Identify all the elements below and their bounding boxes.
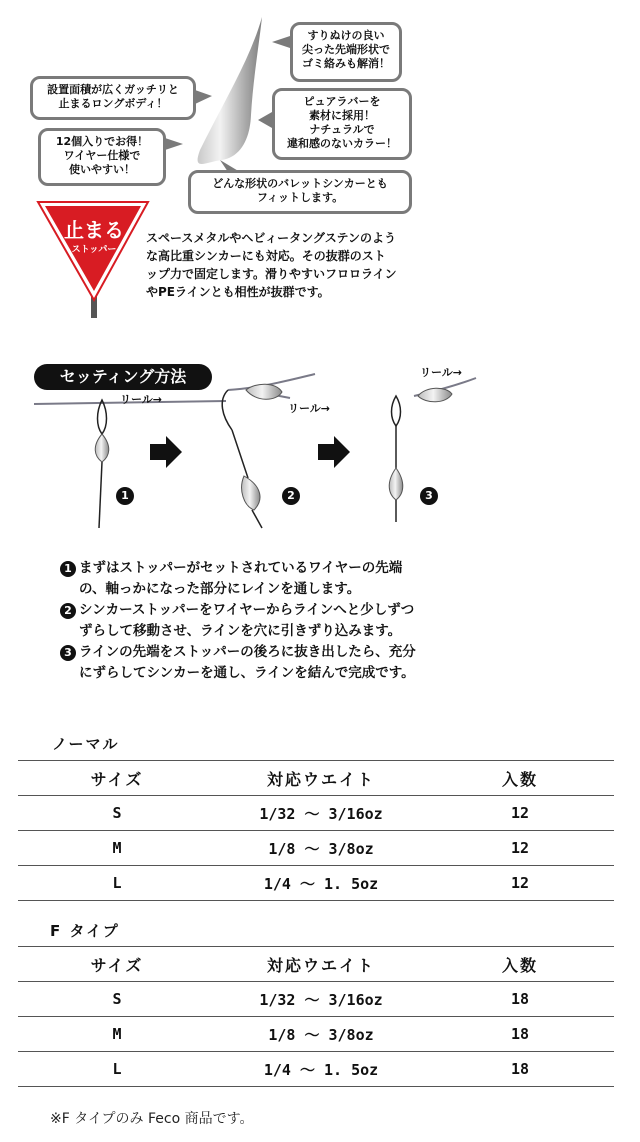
ftype-table-title: F タイプ xyxy=(50,922,120,940)
bubble-tail xyxy=(165,138,183,150)
bubble-tail xyxy=(195,90,212,104)
sign-sub-text: ストッパー xyxy=(71,245,117,255)
table-row: M 1/8 〜 3/8oz 18 xyxy=(18,1017,614,1052)
table-row: S 1/32 〜 3/16oz 18 xyxy=(18,982,614,1017)
table-row: L 1/4 〜 1. 5oz 12 xyxy=(18,866,614,901)
setting-steps xyxy=(60,558,480,684)
bubble-fit: どんな形状のバレットシンカーとも フィットします。 xyxy=(188,170,412,214)
reel-label-3: リール→ xyxy=(420,366,462,379)
bubble-rubber: ピュアラバーを 素材に採用！ ナチュラルで 違和感のないカラー！ xyxy=(272,88,412,160)
footnote: ※F タイプのみ Feco 商品です。 xyxy=(50,1111,254,1127)
normal-table-title: ノーマル xyxy=(52,735,120,753)
table-header-row: サイズ 対応ウエイト 入数 xyxy=(18,761,614,796)
step-3-line-2: にずらしてシンカーを通し、ラインを結んで完成です。 xyxy=(79,665,415,681)
bubble-tip: すりぬけの良い 尖った先端形状で ゴミ絡みも解消！ xyxy=(290,22,402,82)
sign-main-text: 止まる xyxy=(64,218,124,242)
step-2-line-2: ずらして移動させ、ラインを穴に引きずり込みます。 xyxy=(79,623,402,639)
step-1-line-2: の、軸っかになった部分にレインを通します。 xyxy=(79,581,361,597)
table-header-row: サイズ 対応ウエイト 入数 xyxy=(18,947,614,982)
step-3-line-1: 3 ラインの先端をストッパーの後ろに抜き出したら、充分 xyxy=(60,642,480,663)
reel-label-2: リール→ xyxy=(288,402,330,415)
table-row: M 1/8 〜 3/8oz 12 xyxy=(18,831,614,866)
bubble-count: 12個入りでお得！ ワイヤー仕様で 使いやすい！ xyxy=(38,128,166,186)
bubble-tail xyxy=(272,36,290,48)
product-description: スペースメタルやヘビィータングステンのよう な高比重シンカーにも対応。その抜群のスト ップ力で固定します。滑りやすいフロロライン やPEラインとも相性が抜群です。 xyxy=(146,231,397,299)
bubble-body: 設置面積が広くガッチリと 止まるロングボディ！ xyxy=(30,76,196,120)
setting-title: セッティング方法 xyxy=(34,364,212,390)
table-row: L 1/4 〜 1. 5oz 18 xyxy=(18,1052,614,1087)
stopper-cone-image xyxy=(198,17,262,164)
normal-spec-table xyxy=(18,760,614,901)
step-2-line-1: 2 シンカーストッパーをワイヤーからラインへと少しずつ xyxy=(60,600,480,621)
step-1-line-1: 1 まずはストッパーがセットされているワイヤーの先端 xyxy=(60,558,480,579)
arrow-right-icon xyxy=(318,436,350,468)
setting-diagram xyxy=(0,360,640,540)
step-badge-1: 1 xyxy=(116,487,134,505)
table-row: S 1/32 〜 3/16oz 12 xyxy=(18,796,614,831)
step-badge-3: 3 xyxy=(420,487,438,505)
ftype-spec-table xyxy=(18,946,614,1087)
reel-label-1: リール→ xyxy=(120,393,162,406)
step-badge-2: 2 xyxy=(282,487,300,505)
arrow-right-icon xyxy=(150,436,182,468)
bubble-tail xyxy=(258,112,272,128)
